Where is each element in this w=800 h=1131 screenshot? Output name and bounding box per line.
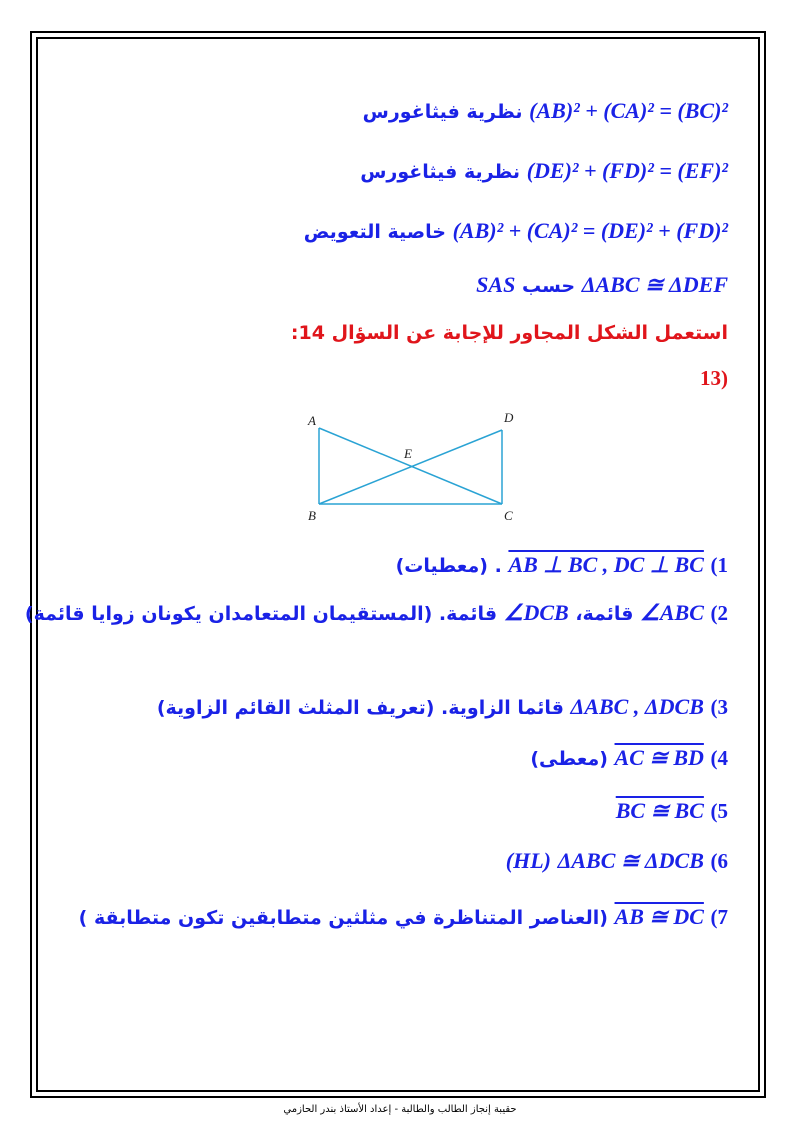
page-footer: حقيبة إنجاز الطالب والطالبة - إعداد الأستاذ بندر الحازمي — [283, 1104, 517, 1115]
label-a: A — [308, 413, 316, 428]
pythagoras-equation-2: (DE)² + (FD)² = (EF)² — [526, 158, 728, 183]
step-1-number: 1) — [710, 553, 728, 577]
according-to-word: حسب — [521, 275, 576, 297]
step-3-math: ΔABC , ΔDCB — [570, 694, 704, 719]
step-5 — [616, 798, 728, 824]
step-4-number: 4) — [710, 746, 728, 770]
step-7 — [79, 904, 728, 930]
instruction-label: استعمل الشكل المجاور للإجابة عن السؤال 14: — [290, 322, 728, 344]
substitution-equation: (AB)² + (CA)² = (DE)² + (FD)² — [452, 218, 728, 243]
step-7-reason: (العناصر المتناظرة في مثلثين متطابقين تكون متطابقة ) — [78, 907, 608, 929]
reason-substitution: خاصية التعويض — [303, 221, 446, 243]
proof-line-3 — [304, 218, 728, 244]
proof-line-1 — [363, 98, 728, 124]
step-5-number: 5) — [710, 799, 728, 823]
proof-line-2 — [360, 158, 728, 184]
proof-line-4 — [476, 272, 728, 298]
step-7-math: AB ≅ DC — [614, 904, 704, 929]
label-e: E — [404, 446, 412, 461]
geometry-figure — [300, 408, 530, 526]
step-6-reason: (HL) — [505, 848, 551, 873]
label-d: D — [504, 410, 514, 425]
step-1 — [396, 552, 728, 578]
step-4-math: AC ≅ BD — [614, 745, 704, 770]
step-1-reason: . (معطيات) — [395, 555, 502, 577]
step-2 — [25, 600, 728, 626]
step-4 — [530, 745, 728, 771]
step-2-math: ∠ABC — [640, 600, 704, 625]
step-6-number: 6) — [710, 849, 728, 873]
question-number-label: (13 — [700, 366, 728, 390]
step-5-math: BC ≅ BC — [615, 798, 704, 823]
reason-pythagoras-2: نظرية فيثاغورس — [360, 161, 521, 183]
reason-pythagoras-1: نظرية فيثاغورس — [362, 101, 523, 123]
question-number — [700, 366, 728, 391]
congruence-statement: ΔABC ≅ ΔDEF — [581, 272, 728, 297]
step-4-reason: (معطى) — [530, 748, 608, 770]
label-c: C — [504, 508, 513, 523]
step-3 — [157, 694, 728, 720]
step-1-math: AB ⊥ BC , DC ⊥ BC — [508, 552, 704, 577]
step-6 — [506, 848, 728, 874]
step-3-number: 3) — [710, 695, 728, 719]
step-2-text: قائمة، — [575, 603, 634, 625]
instruction-text — [291, 322, 728, 344]
reason-sas: SAS — [476, 272, 516, 297]
step-6-math: ΔABC ≅ ΔDCB — [557, 848, 704, 873]
step-3-reason: قائما الزاوية. (تعريف المثلث القائم الزاوية) — [156, 697, 564, 719]
step-2-number: 2) — [710, 601, 728, 625]
step-2-math-2: ∠DCB — [503, 600, 569, 625]
label-b: B — [308, 508, 316, 523]
step-2-reason: قائمة. (المستقيمان المتعامدان يكونان زوايا قائمة) — [24, 603, 498, 625]
step-7-number: 7) — [710, 905, 728, 929]
pythagoras-equation-1: (AB)² + (CA)² = (BC)² — [529, 98, 728, 123]
